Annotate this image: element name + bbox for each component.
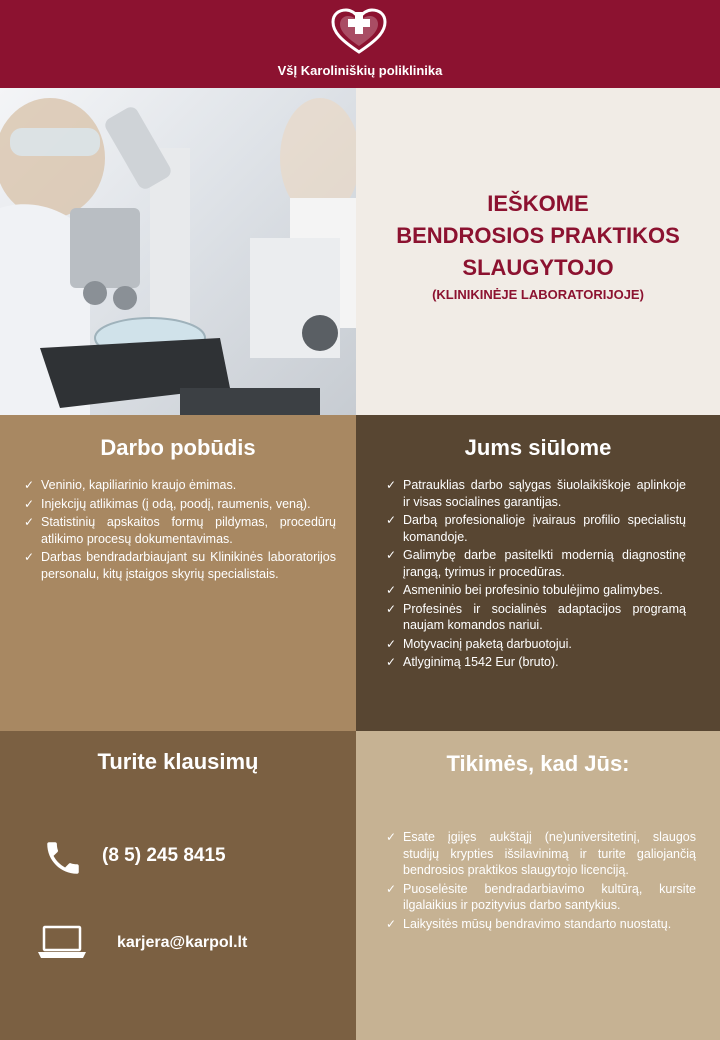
checkmark-icon: ✓ xyxy=(386,548,397,562)
expectations-title: Tikimės, kad Jūs: xyxy=(446,751,630,776)
header-bar xyxy=(0,0,720,88)
work-nature-list xyxy=(24,477,336,584)
checkmark-icon: ✓ xyxy=(24,496,35,511)
list-item: ✓ Injekcijų atlikimas (į odą, poodį, raumenis, veną). xyxy=(24,496,311,511)
job-title xyxy=(356,188,720,306)
list-item: ✓ Darbą profesionalioje įvairaus profilio specialistų komandoje. xyxy=(386,513,686,544)
list-item: ✓ Statistinių apskaitos formų pildymas, procedūrų atlikimo procesų dokumentavimas. xyxy=(24,515,336,546)
list-item: ✓ Galimybę darbe pasitelkti modernią diagnostinę įrangą, tyrimus ir procedūras. xyxy=(386,548,686,579)
list-item: ✓ Atlyginimą 1542 Eur (bruto). xyxy=(386,655,559,669)
contact-title: Turite klausimų xyxy=(97,749,259,774)
expectations-list xyxy=(386,829,696,934)
list-item: ✓ Asmeninio bei profesinio tobulėjimo galimybes. xyxy=(386,583,663,597)
checkmark-icon: ✓ xyxy=(24,515,35,529)
title-line-3: SLAUGYTOJO xyxy=(462,255,614,280)
list-item: ✓ Laikysitės mūsų bendravimo standarto nuostatų. xyxy=(386,916,672,931)
phone-icon xyxy=(42,837,84,879)
list-item: ✓ Patrauklias darbo sąlygas šiuolaikiškoje aplinkoje ir visas socialines garantijas. xyxy=(386,478,686,509)
list-item: ✓ Motyvacinį paketą darbuotojui. xyxy=(386,636,572,651)
checkmark-icon: ✓ xyxy=(386,513,397,527)
list-item: ✓ Darbas bendradarbiaujant su Klinikinės laboratorijos personalu, kitų įstaigos skyrių specialistais. xyxy=(24,550,336,581)
title-line-1: IEŠKOME xyxy=(487,191,589,216)
laptop-icon xyxy=(38,925,86,959)
list-item: ✓ Profesinės ir socialinės adaptacijos programą naujam komandos nariui. xyxy=(386,601,686,632)
work-nature-panel xyxy=(0,415,356,731)
checkmark-icon: ✓ xyxy=(386,830,397,844)
contact-panel xyxy=(0,731,356,1040)
title-line-2: BENDROSIOS PRAKTIKOS xyxy=(396,223,680,248)
checkmark-icon: ✓ xyxy=(386,655,397,669)
offer-title: Jums siūlome xyxy=(464,435,612,460)
checkmark-icon: ✓ xyxy=(386,478,397,492)
checkmark-icon: ✓ xyxy=(386,583,397,597)
title-subtitle: (KLINIKINĖJE LABORATORIJOJE) xyxy=(432,287,644,302)
list-item: ✓ Puoselėsite bendradarbiavimo kultūrą, kursite ilgalaikius ir pozityvius darbo santykius. xyxy=(386,881,696,912)
checkmark-icon: ✓ xyxy=(386,881,397,896)
phone-number[interactable]: (8 5) 245 8415 xyxy=(102,845,226,866)
checkmark-icon: ✓ xyxy=(24,478,35,492)
work-nature-title: Darbo pobūdis xyxy=(100,435,256,460)
checkmark-icon: ✓ xyxy=(24,550,35,564)
email-address[interactable]: karjera@karpol.lt xyxy=(117,934,248,951)
checkmark-icon: ✓ xyxy=(386,601,397,616)
job-title-panel xyxy=(356,88,720,415)
list-item: ✓ Veninio, kapiliarinio kraujo ėmimas. xyxy=(24,478,237,492)
checkmark-icon: ✓ xyxy=(386,916,397,931)
expectations-panel xyxy=(356,731,720,1040)
heart-cross-logo xyxy=(331,8,387,54)
organization-name: VšĮ Karoliniškių poliklinika xyxy=(277,63,443,78)
offer-list xyxy=(386,477,686,673)
list-item: ✓ Esate įgijęs aukštąjį (ne)universitetinį, slaugos studijų krypties išsilavinimą ir turite galiojančią bendrosios praktikos slaugytojo licenciją. xyxy=(386,830,696,877)
offer-panel xyxy=(356,415,720,731)
checkmark-icon: ✓ xyxy=(386,636,397,651)
microscope-lab-photo xyxy=(0,88,356,415)
